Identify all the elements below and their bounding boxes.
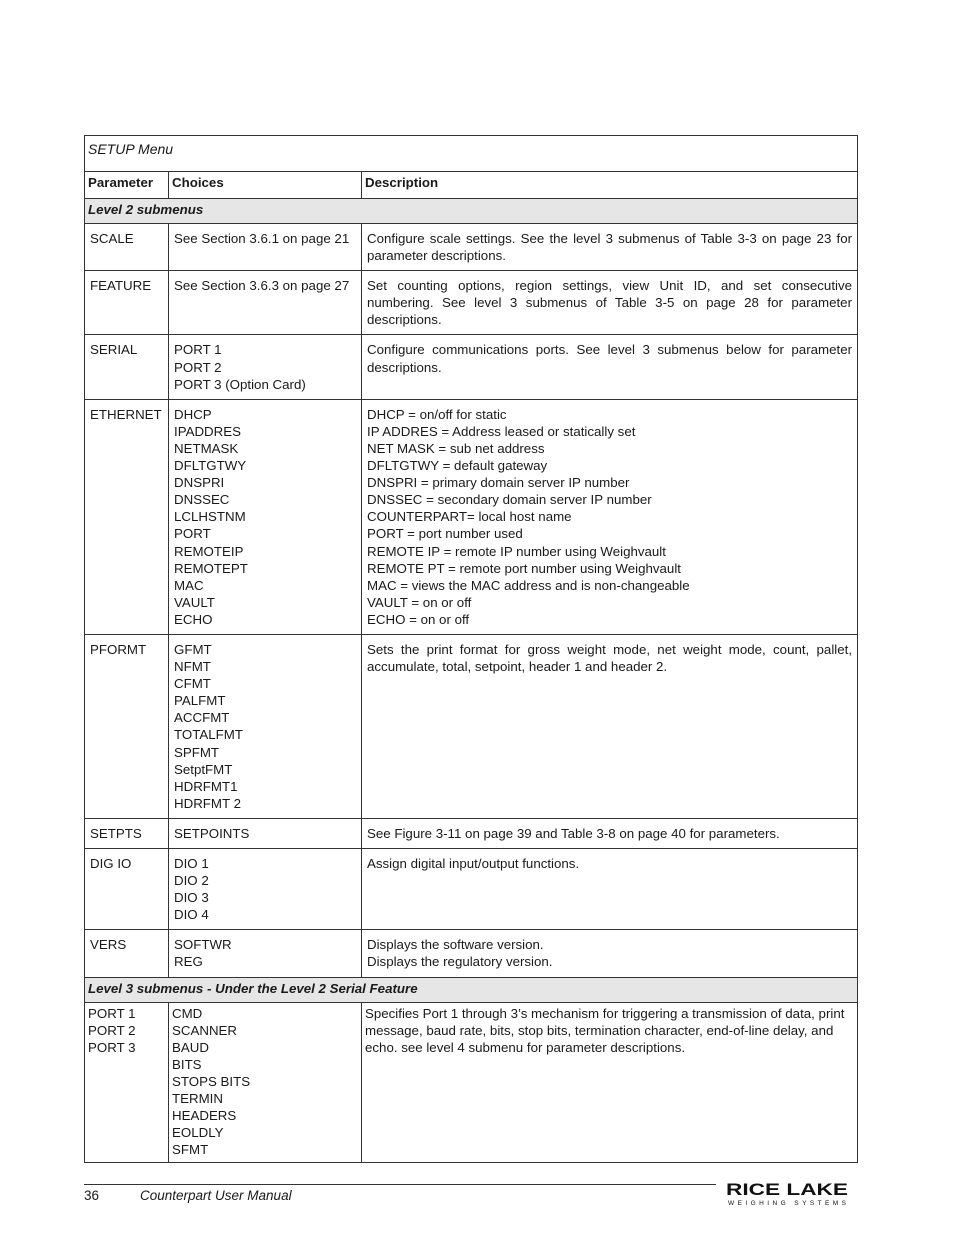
- header-description: Description: [362, 172, 858, 199]
- description-cell: [362, 818, 858, 848]
- choice-item: SOFTWR: [174, 937, 232, 953]
- table-row: [85, 1002, 858, 1163]
- description-line: REMOTE IP = remote IP number using Weighvault: [367, 543, 666, 559]
- table-title: SETUP Menu: [85, 136, 858, 172]
- parameter-name: FEATURE: [90, 278, 152, 294]
- choice-item: TERMIN: [172, 1091, 223, 1107]
- description-text: Assign digital input/output functions.: [367, 856, 580, 871]
- description-text: Set counting options, region settings, view Unit ID, and set consecutive numbering. See level 3 submenus of Table 3-5 on page 28 for parameter descriptions.: [367, 278, 853, 328]
- description-text: Configure scale settings. See the level 3 submenus of Table 3-3 on page 23 for parameter descriptions.: [367, 231, 853, 264]
- choice-item: HEADERS: [172, 1108, 237, 1124]
- description-cell: [362, 224, 858, 271]
- choice-item: SFMT: [172, 1142, 209, 1158]
- setup-menu-table: [84, 135, 858, 1163]
- choice-item: ECHO: [174, 611, 213, 627]
- section-title-level2: Level 2 submenus: [85, 199, 858, 224]
- rice-lake-logo: [724, 1175, 854, 1209]
- description-line: IP ADDRES = Address leased or statically set: [367, 423, 636, 439]
- choice-item: DFLTGTWY: [174, 458, 247, 474]
- choice-item: REG: [174, 954, 203, 970]
- choice-item: DIO 1: [174, 856, 209, 871]
- choice-item: CMD: [172, 1005, 203, 1021]
- choices-cell: [169, 818, 362, 848]
- parameter-name: PFORMT: [90, 641, 147, 657]
- description-line: REMOTE PT = remote port number using Weighvault: [367, 560, 681, 576]
- choice-item: HDRFMT 2: [174, 795, 241, 811]
- choice-item: TOTALFMT: [174, 727, 243, 743]
- description-line: Displays the regulatory version.: [367, 954, 553, 970]
- parameter-name: ETHERNET: [90, 406, 162, 422]
- description-line: DFLTGTWY = default gateway: [367, 458, 548, 474]
- description-line: DHCP = on/off for static: [367, 406, 507, 422]
- logo-subtext: WEIGHING SYSTEMS: [728, 1200, 846, 1207]
- header-parameter: Parameter: [85, 172, 169, 199]
- choice-item: IPADDRES: [174, 423, 241, 439]
- header-choices: Choices: [169, 172, 362, 199]
- choice-item: See Section 3.6.1 on page 21: [174, 231, 350, 246]
- section-title-level3: Level 3 submenus - Under the Level 2 Serial Feature: [85, 977, 858, 1002]
- choice-item: PORT 2: [174, 359, 222, 375]
- description-text: Sets the print format for gross weight mode, net weight mode, count, pallet, accumulate, total, setpoint, header 1 and header 2.: [367, 641, 853, 675]
- footer-rule: [84, 1184, 716, 1185]
- parameter-name: PORT 1: [88, 1005, 136, 1021]
- description-line: NET MASK = sub net address: [367, 440, 545, 456]
- choice-item: LCLHSTNM: [174, 509, 246, 525]
- table-row: [85, 271, 858, 335]
- choice-item: SETPOINTS: [174, 825, 250, 841]
- table-row: [85, 399, 858, 634]
- choice-item: NETMASK: [174, 440, 239, 456]
- description-line: MAC = views the MAC address and is non-changeable: [367, 577, 690, 593]
- table-row: [85, 818, 858, 848]
- choice-item: DIO 3: [174, 890, 209, 906]
- description-text: Configure communications ports. See level 3 submenus below for parameter descriptions.: [367, 342, 853, 375]
- description-text: Specifies Port 1 through 3’s mechanism for triggering a transmission of data, print message, baud rate, bits, stop bits, termination character, end-of-line delay, and echo. see level 4 submenu for parameter descriptions.: [365, 1005, 845, 1055]
- choice-item: See Section 3.6.3 on page 27: [174, 278, 350, 294]
- parameter-name: SERIAL: [90, 342, 138, 358]
- table-title-row: [85, 136, 858, 172]
- description-line: PORT = port number used: [367, 526, 523, 542]
- choice-item: BAUD: [172, 1039, 209, 1055]
- choice-item: NFMT: [174, 659, 211, 675]
- parameter-name: PORT 3: [88, 1039, 136, 1055]
- choice-item: GFMT: [174, 641, 212, 657]
- table-row: [85, 849, 858, 930]
- description-cell: [362, 335, 858, 399]
- description-cell: [362, 399, 858, 634]
- choices-cell: [169, 849, 362, 930]
- description-line: COUNTERPART= local host name: [367, 509, 572, 525]
- description-line: DNSSEC = secondary domain server IP number: [367, 492, 652, 508]
- choice-item: SetptFMT: [174, 761, 233, 777]
- description-line: Displays the software version.: [367, 937, 544, 953]
- choice-item: SCANNER: [172, 1022, 238, 1038]
- parameter-cell: [85, 271, 169, 335]
- parameter-name: DIG IO: [90, 856, 132, 871]
- description-text: See Figure 3-11 on page 39 and Table 3-8 on page 40 for parameters.: [367, 825, 780, 841]
- description-line: ECHO = on or off: [367, 611, 470, 627]
- description-cell: [362, 849, 858, 930]
- table-row: [85, 335, 858, 399]
- choice-item: HDRFMT1: [174, 778, 238, 794]
- page-number: 36: [84, 1188, 100, 1203]
- choice-item: DNSPRI: [174, 475, 225, 491]
- description-line: VAULT = on or off: [367, 594, 472, 610]
- table-row: [85, 930, 858, 977]
- parameter-name: SETPTS: [90, 825, 142, 841]
- description-cell: [362, 930, 858, 977]
- table-row: [85, 224, 858, 271]
- choice-item: REMOTEPT: [174, 560, 248, 576]
- choices-cell: [169, 224, 362, 271]
- logo-text: RICE LAKE: [726, 1180, 848, 1199]
- choice-item: PALFMT: [174, 693, 226, 709]
- description-line: DNSPRI = primary domain server IP number: [367, 475, 630, 491]
- description-cell: [362, 1002, 858, 1163]
- table-row: [85, 634, 858, 818]
- parameter-name: VERS: [90, 937, 127, 953]
- choice-item: BITS: [172, 1056, 202, 1072]
- parameter-cell: [85, 849, 169, 930]
- choice-item: DIO 2: [174, 873, 209, 889]
- choice-item: PORT 1: [174, 342, 222, 358]
- parameter-cell: [85, 1002, 169, 1163]
- choice-item: REMOTEIP: [174, 543, 244, 559]
- choice-item: EOLDLY: [172, 1125, 224, 1141]
- choice-item: DHCP: [174, 406, 212, 422]
- parameter-cell: [85, 634, 169, 818]
- choices-cell: [169, 271, 362, 335]
- choice-item: CFMT: [174, 676, 211, 692]
- choice-item: VAULT: [174, 594, 215, 610]
- description-cell: [362, 634, 858, 818]
- choice-item: DNSSEC: [174, 492, 230, 508]
- choices-cell: [169, 930, 362, 977]
- parameter-cell: [85, 818, 169, 848]
- choice-item: ACCFMT: [174, 710, 230, 726]
- parameter-cell: [85, 930, 169, 977]
- choice-item: MAC: [174, 577, 204, 593]
- parameter-name: PORT 2: [88, 1022, 136, 1038]
- manual-title: Counterpart User Manual: [140, 1188, 292, 1203]
- description-cell: [362, 271, 858, 335]
- choices-cell: [169, 399, 362, 634]
- parameter-name: SCALE: [90, 231, 134, 246]
- header-row: [85, 172, 858, 199]
- section-row-level2: [85, 199, 858, 224]
- choice-item: PORT 3 (Option Card): [174, 376, 306, 392]
- choices-cell: [169, 1002, 362, 1163]
- choice-item: SPFMT: [174, 744, 220, 760]
- choice-item: PORT: [174, 526, 211, 542]
- choice-item: DIO 4: [174, 907, 209, 923]
- section-row-level3: [85, 977, 858, 1002]
- choices-cell: [169, 634, 362, 818]
- parameter-cell: [85, 224, 169, 271]
- parameter-cell: [85, 399, 169, 634]
- parameter-cell: [85, 335, 169, 399]
- choices-cell: [169, 335, 362, 399]
- choice-item: STOPS BITS: [172, 1073, 251, 1089]
